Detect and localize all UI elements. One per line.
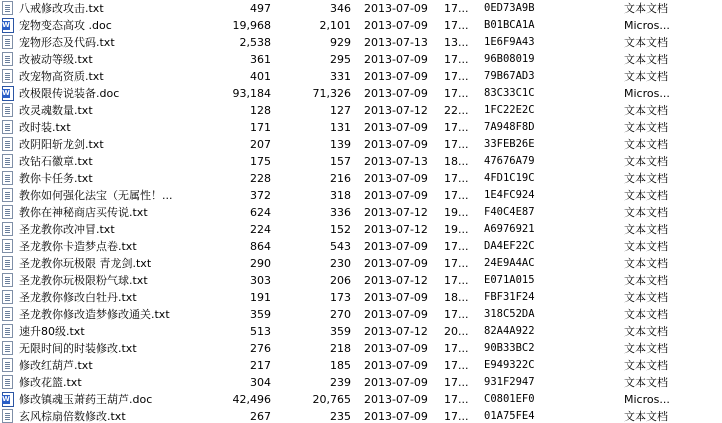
file-crc: 96B08019 bbox=[484, 53, 535, 65]
file-size: 224 bbox=[250, 223, 271, 236]
file-size: 228 bbox=[250, 172, 271, 185]
file-packed-size: 173 bbox=[330, 291, 351, 304]
file-type: 文本文档 bbox=[624, 155, 668, 168]
file-size: 217 bbox=[250, 359, 271, 372]
txt-file-icon bbox=[2, 35, 15, 50]
file-crc: 7A948F8D bbox=[484, 121, 535, 133]
file-modified-date: 2013-07-09 bbox=[364, 359, 428, 372]
file-row[interactable] bbox=[0, 51, 722, 68]
file-modified-date: 2013-07-09 bbox=[364, 70, 428, 83]
file-modified-date: 2013-07-09 bbox=[364, 53, 428, 66]
file-row[interactable] bbox=[0, 17, 722, 34]
file-size: 207 bbox=[250, 138, 271, 151]
file-row[interactable] bbox=[0, 272, 722, 289]
file-packed-size: 295 bbox=[330, 53, 351, 66]
file-row[interactable] bbox=[0, 136, 722, 153]
file-packed-size: 139 bbox=[330, 138, 351, 151]
file-packed-size: 152 bbox=[330, 223, 351, 236]
txt-file-icon bbox=[2, 239, 15, 254]
file-row[interactable] bbox=[0, 357, 722, 374]
file-modified-time: 17... bbox=[444, 121, 469, 134]
file-packed-size: 239 bbox=[330, 376, 351, 389]
file-name: 教你卡任务.txt bbox=[19, 172, 93, 185]
file-size: 171 bbox=[250, 121, 271, 134]
txt-file-icon bbox=[2, 154, 15, 169]
file-modified-time: 17... bbox=[444, 2, 469, 15]
file-row[interactable] bbox=[0, 34, 722, 51]
file-name: 改极限传说装备.doc bbox=[19, 87, 120, 100]
file-type: 文本文档 bbox=[624, 104, 668, 117]
file-crc: 1FC22E2C bbox=[484, 104, 535, 116]
file-name: 修改镇魂玉萧药王葫芦.doc bbox=[19, 393, 153, 406]
file-crc: A6976921 bbox=[484, 223, 535, 235]
file-modified-date: 2013-07-13 bbox=[364, 36, 428, 49]
file-name: 圣龙教你卡造梦点卷.txt bbox=[19, 240, 137, 253]
file-size: 42,496 bbox=[232, 393, 271, 406]
file-row[interactable] bbox=[0, 187, 722, 204]
file-packed-size: 157 bbox=[330, 155, 351, 168]
file-modified-time: 17... bbox=[444, 138, 469, 151]
file-size: 361 bbox=[250, 53, 271, 66]
file-packed-size: 71,326 bbox=[312, 87, 351, 100]
file-modified-date: 2013-07-09 bbox=[364, 257, 428, 270]
file-packed-size: 270 bbox=[330, 308, 351, 321]
file-crc: E071A015 bbox=[484, 274, 535, 286]
file-size: 191 bbox=[250, 291, 271, 304]
txt-file-icon bbox=[2, 52, 15, 67]
txt-file-icon bbox=[2, 137, 15, 152]
txt-file-icon bbox=[2, 409, 15, 423]
file-crc: 79B67AD3 bbox=[484, 70, 535, 82]
file-modified-date: 2013-07-09 bbox=[364, 240, 428, 253]
file-type: 文本文档 bbox=[624, 342, 668, 355]
file-name: 圣龙教你玩极限粉气球.txt bbox=[19, 274, 148, 287]
file-modified-time: 17... bbox=[444, 308, 469, 321]
file-modified-time: 18... bbox=[444, 155, 469, 168]
file-size: 290 bbox=[250, 257, 271, 270]
file-type: 文本文档 bbox=[624, 172, 668, 185]
file-size: 497 bbox=[250, 2, 271, 15]
file-row[interactable] bbox=[0, 0, 722, 17]
file-modified-time: 17... bbox=[444, 342, 469, 355]
file-modified-date: 2013-07-12 bbox=[364, 206, 428, 219]
file-modified-date: 2013-07-09 bbox=[364, 2, 428, 15]
file-packed-size: 131 bbox=[330, 121, 351, 134]
file-name: 速升80级.txt bbox=[19, 325, 85, 338]
file-modified-date: 2013-07-09 bbox=[364, 291, 428, 304]
file-crc: DA4EF22C bbox=[484, 240, 535, 252]
file-packed-size: 318 bbox=[330, 189, 351, 202]
file-type: 文本文档 bbox=[624, 359, 668, 372]
file-name: 宠物变态高攻 .doc bbox=[19, 19, 112, 32]
file-modified-time: 17... bbox=[444, 172, 469, 185]
file-crc: 90B33BC2 bbox=[484, 342, 535, 354]
txt-file-icon bbox=[2, 375, 15, 390]
file-size: 513 bbox=[250, 325, 271, 338]
file-type: 文本文档 bbox=[624, 274, 668, 287]
doc-file-icon bbox=[2, 392, 15, 407]
file-name: 改灵魂数量.txt bbox=[19, 104, 93, 117]
file-row[interactable] bbox=[0, 255, 722, 272]
file-type: 文本文档 bbox=[624, 291, 668, 304]
file-modified-date: 2013-07-09 bbox=[364, 376, 428, 389]
file-type: Micros... bbox=[624, 87, 670, 100]
file-modified-date: 2013-07-09 bbox=[364, 138, 428, 151]
file-modified-time: 17... bbox=[444, 87, 469, 100]
file-size: 401 bbox=[250, 70, 271, 83]
file-modified-date: 2013-07-09 bbox=[364, 308, 428, 321]
file-crc: 318C52DA bbox=[484, 308, 535, 320]
file-row[interactable] bbox=[0, 85, 722, 102]
file-packed-size: 2,101 bbox=[319, 19, 351, 32]
file-row[interactable] bbox=[0, 374, 722, 391]
file-modified-time: 17... bbox=[444, 376, 469, 389]
file-modified-date: 2013-07-12 bbox=[364, 104, 428, 117]
file-modified-date: 2013-07-09 bbox=[364, 342, 428, 355]
file-size: 175 bbox=[250, 155, 271, 168]
file-type: 文本文档 bbox=[624, 121, 668, 134]
file-modified-time: 17... bbox=[444, 19, 469, 32]
file-crc: E949322C bbox=[484, 359, 535, 371]
file-row[interactable] bbox=[0, 68, 722, 85]
file-name: 修改红葫芦.txt bbox=[19, 359, 93, 372]
file-crc: 33FEB26E bbox=[484, 138, 535, 150]
doc-file-icon bbox=[2, 86, 15, 101]
file-row[interactable] bbox=[0, 204, 722, 221]
file-row[interactable] bbox=[0, 221, 722, 238]
file-name: 玄风棕扇倍数修改.txt bbox=[19, 410, 126, 423]
file-row[interactable] bbox=[0, 306, 722, 323]
file-size: 267 bbox=[250, 410, 271, 423]
file-row[interactable] bbox=[0, 238, 722, 255]
file-size: 19,968 bbox=[232, 19, 271, 32]
file-modified-time: 17... bbox=[444, 274, 469, 287]
file-modified-time: 19... bbox=[444, 223, 469, 236]
file-type: 文本文档 bbox=[624, 189, 668, 202]
file-crc: 4FD1C19C bbox=[484, 172, 535, 184]
file-modified-date: 2013-07-13 bbox=[364, 155, 428, 168]
file-packed-size: 336 bbox=[330, 206, 351, 219]
txt-file-icon bbox=[2, 307, 15, 322]
file-crc: 0ED73A9B bbox=[484, 2, 535, 14]
file-modified-time: 18... bbox=[444, 291, 469, 304]
file-name: 圣龙教你修改白牡丹.txt bbox=[19, 291, 137, 304]
file-packed-size: 230 bbox=[330, 257, 351, 270]
txt-file-icon bbox=[2, 256, 15, 271]
file-type: Micros... bbox=[624, 393, 670, 406]
file-row[interactable] bbox=[0, 408, 722, 423]
txt-file-icon bbox=[2, 69, 15, 84]
file-modified-date: 2013-07-09 bbox=[364, 121, 428, 134]
file-crc: 24E9A4AC bbox=[484, 257, 535, 269]
file-crc: 01A75FE4 bbox=[484, 410, 535, 422]
file-crc: 931F2947 bbox=[484, 376, 535, 388]
file-size: 128 bbox=[250, 104, 271, 117]
file-crc: B01BCA1A bbox=[484, 19, 535, 31]
file-type: 文本文档 bbox=[624, 410, 668, 423]
txt-file-icon bbox=[2, 358, 15, 373]
file-type: 文本文档 bbox=[624, 376, 668, 389]
file-row[interactable] bbox=[0, 323, 722, 340]
file-type: 文本文档 bbox=[624, 2, 668, 15]
file-name: 八戒修改攻击.txt bbox=[19, 2, 104, 15]
file-type: 文本文档 bbox=[624, 53, 668, 66]
file-modified-date: 2013-07-12 bbox=[364, 325, 428, 338]
file-name: 圣龙教你玩极限 青龙剑.txt bbox=[19, 257, 152, 270]
file-modified-time: 17... bbox=[444, 70, 469, 83]
file-type: 文本文档 bbox=[624, 206, 668, 219]
file-modified-time: 17... bbox=[444, 257, 469, 270]
file-packed-size: 929 bbox=[330, 36, 351, 49]
file-modified-time: 17... bbox=[444, 240, 469, 253]
file-name: 改钻石徽章.txt bbox=[19, 155, 93, 168]
file-modified-time: 17... bbox=[444, 53, 469, 66]
file-modified-date: 2013-07-09 bbox=[364, 172, 428, 185]
txt-file-icon bbox=[2, 1, 15, 16]
file-name: 圣龙教你改冲冒.txt bbox=[19, 223, 115, 236]
txt-file-icon bbox=[2, 205, 15, 220]
file-modified-time: 13... bbox=[444, 36, 469, 49]
file-crc: 47676A79 bbox=[484, 155, 535, 167]
file-modified-time: 22... bbox=[444, 104, 469, 117]
file-row[interactable] bbox=[0, 391, 722, 408]
file-name: 改宠物高资质.txt bbox=[19, 70, 104, 83]
file-size: 304 bbox=[250, 376, 271, 389]
file-size: 359 bbox=[250, 308, 271, 321]
file-packed-size: 346 bbox=[330, 2, 351, 15]
file-row[interactable] bbox=[0, 340, 722, 357]
file-crc: 1E6F9A43 bbox=[484, 36, 535, 48]
file-modified-time: 17... bbox=[444, 189, 469, 202]
file-modified-date: 2013-07-09 bbox=[364, 19, 428, 32]
file-name: 教你如何强化法宝（无属性！... bbox=[19, 189, 173, 202]
file-size: 2,538 bbox=[239, 36, 271, 49]
file-packed-size: 331 bbox=[330, 70, 351, 83]
file-row[interactable] bbox=[0, 102, 722, 119]
txt-file-icon bbox=[2, 120, 15, 135]
file-modified-date: 2013-07-09 bbox=[364, 87, 428, 100]
file-modified-date: 2013-07-12 bbox=[364, 223, 428, 236]
file-type: 文本文档 bbox=[624, 223, 668, 236]
txt-file-icon bbox=[2, 103, 15, 118]
txt-file-icon bbox=[2, 188, 15, 203]
txt-file-icon bbox=[2, 290, 15, 305]
file-size: 864 bbox=[250, 240, 271, 253]
file-type: 文本文档 bbox=[624, 325, 668, 338]
file-modified-time: 17... bbox=[444, 359, 469, 372]
txt-file-icon bbox=[2, 341, 15, 356]
file-name: 修改花篮.txt bbox=[19, 376, 82, 389]
file-packed-size: 20,765 bbox=[312, 393, 351, 406]
file-row[interactable] bbox=[0, 119, 722, 136]
file-modified-time: 17... bbox=[444, 410, 469, 423]
file-modified-time: 19... bbox=[444, 206, 469, 219]
txt-file-icon bbox=[2, 222, 15, 237]
file-type: 文本文档 bbox=[624, 138, 668, 151]
file-size: 276 bbox=[250, 342, 271, 355]
file-crc: 1E4FC924 bbox=[484, 189, 535, 201]
txt-file-icon bbox=[2, 324, 15, 339]
file-size: 372 bbox=[250, 189, 271, 202]
file-crc: F40C4E87 bbox=[484, 206, 535, 218]
file-name: 改阴阳斩龙剑.txt bbox=[19, 138, 104, 151]
file-name: 宠物形态及代码.txt bbox=[19, 36, 115, 49]
file-modified-time: 17... bbox=[444, 393, 469, 406]
file-name: 无限时间的时装修改.txt bbox=[19, 342, 137, 355]
file-packed-size: 127 bbox=[330, 104, 351, 117]
file-type: 文本文档 bbox=[624, 36, 668, 49]
file-modified-date: 2013-07-12 bbox=[364, 274, 428, 287]
file-crc: 83C33C1C bbox=[484, 87, 535, 99]
file-packed-size: 218 bbox=[330, 342, 351, 355]
file-type: 文本文档 bbox=[624, 70, 668, 83]
file-packed-size: 235 bbox=[330, 410, 351, 423]
file-type: 文本文档 bbox=[624, 257, 668, 270]
file-packed-size: 543 bbox=[330, 240, 351, 253]
file-modified-date: 2013-07-09 bbox=[364, 393, 428, 406]
doc-file-icon bbox=[2, 18, 15, 33]
txt-file-icon bbox=[2, 273, 15, 288]
file-name: 圣龙教你修改造梦修改通关.txt bbox=[19, 308, 170, 321]
txt-file-icon bbox=[2, 171, 15, 186]
file-size: 624 bbox=[250, 206, 271, 219]
file-row[interactable] bbox=[0, 153, 722, 170]
file-type: 文本文档 bbox=[624, 308, 668, 321]
file-crc: FBF31F24 bbox=[484, 291, 535, 303]
file-packed-size: 185 bbox=[330, 359, 351, 372]
file-name: 改时装.txt bbox=[19, 121, 71, 134]
file-type: Micros... bbox=[624, 19, 670, 32]
file-modified-date: 2013-07-09 bbox=[364, 410, 428, 423]
file-name: 改被动等级.txt bbox=[19, 53, 93, 66]
file-modified-time: 20... bbox=[444, 325, 469, 338]
file-packed-size: 216 bbox=[330, 172, 351, 185]
file-crc: C0801EF0 bbox=[484, 393, 535, 405]
file-size: 303 bbox=[250, 274, 271, 287]
file-row[interactable] bbox=[0, 289, 722, 306]
file-type: 文本文档 bbox=[624, 240, 668, 253]
file-packed-size: 206 bbox=[330, 274, 351, 287]
file-crc: 82A4A922 bbox=[484, 325, 535, 337]
file-modified-date: 2013-07-09 bbox=[364, 189, 428, 202]
file-size: 93,184 bbox=[232, 87, 271, 100]
file-packed-size: 359 bbox=[330, 325, 351, 338]
file-name: 教你在神秘商店买传说.txt bbox=[19, 206, 148, 219]
file-row[interactable] bbox=[0, 170, 722, 187]
